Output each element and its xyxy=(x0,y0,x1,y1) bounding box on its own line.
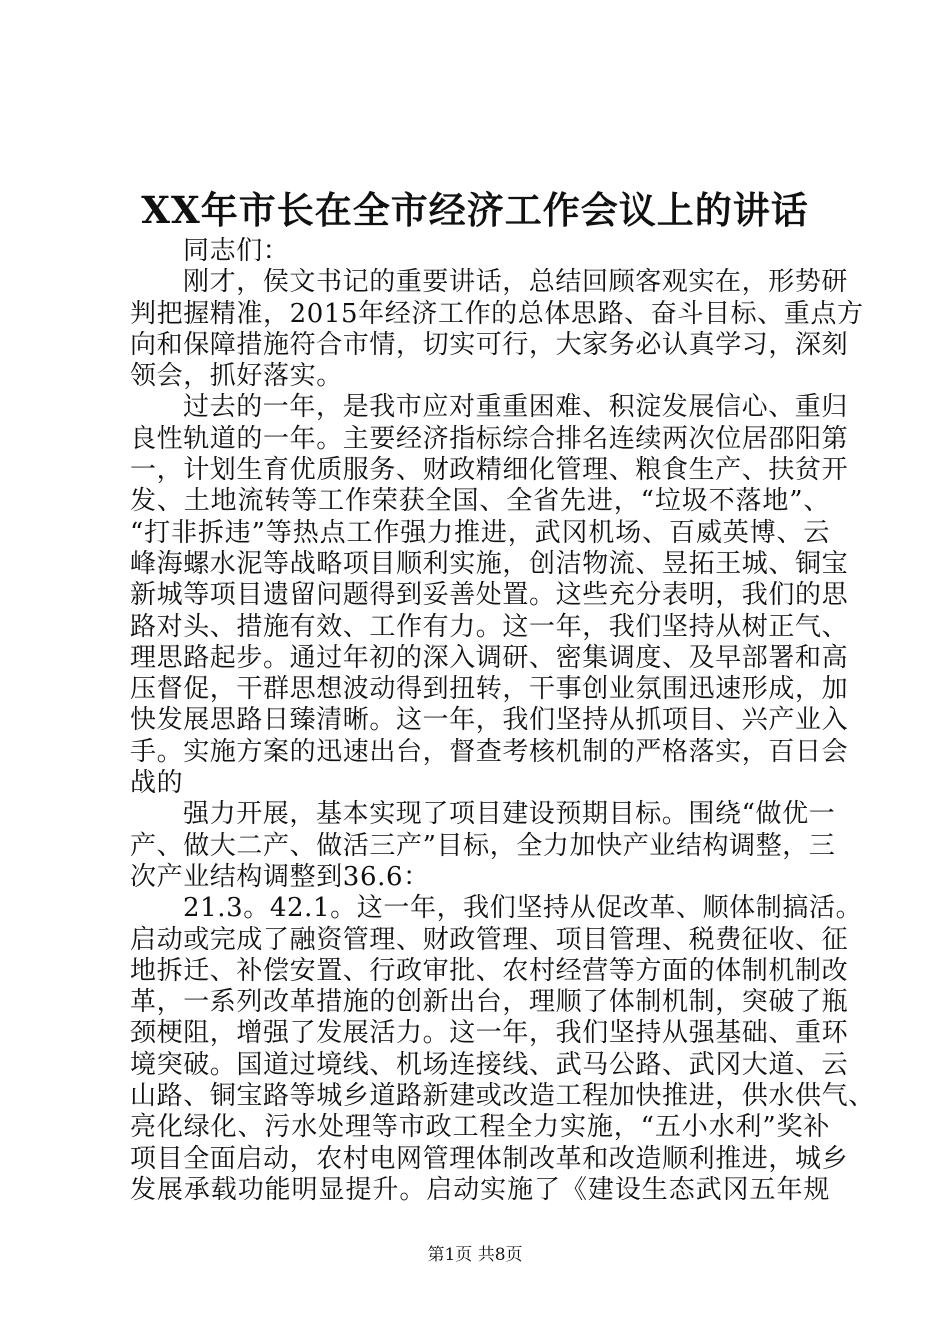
text-line: 过去的一年，是我市应对重重困难、积淀发展信心、重归 xyxy=(183,392,849,423)
text-line: 峰海螺水泥等战略项目顺利实施，创洁物流、昱拓王城、铜宝 xyxy=(130,548,849,579)
text-line: 刚才，侯文书记的重要讲话，总结回顾客观实在，形势研 xyxy=(183,267,849,298)
document-body xyxy=(130,236,875,1206)
text-line: 新城等项目遗留问题得到妥善处置。这些充分表明，我们的思 xyxy=(130,580,849,611)
text-line: 亮化绿化、污水处理等市政工程全力实施，“五小水利”奖补 xyxy=(130,1112,830,1143)
text-line: 境突破。国道过境线、机场连接线、武马公路、武冈大道、云 xyxy=(130,1049,849,1080)
text-line: 压督促，干群思想波动得到扭转，干事创业氛围迅速形成，加 xyxy=(130,674,849,705)
text-line: 地拆迁、补偿安置、行政审批、农村经营等方面的体制机制改 xyxy=(130,955,849,986)
text-line: 一，计划生育优质服务、财政精细化管理、粮食生产、扶贫开 xyxy=(130,455,849,486)
text-line: 次产业结构调整到36.6： xyxy=(130,861,430,892)
text-line: 路对头、措施有效、工作有力。这一年，我们坚持从树正气、 xyxy=(130,611,849,642)
text-line: 颈梗阻，增强了发展活力。这一年，我们坚持从强基础、重环 xyxy=(130,1018,849,1049)
text-line: 判把握精准，2015年经济工作的总体思路、奋斗目标、重点方 xyxy=(130,298,864,329)
text-line: 产、做大二产、做活三产”目标，全力加快产业结构调整，三 xyxy=(130,830,836,861)
text-line: 项目全面启动，农村电网管理体制改革和改造顺利推进，城乡 xyxy=(130,1143,849,1174)
text-line: 理思路起步。通过年初的深入调研、密集调度、及早部署和高 xyxy=(130,642,849,673)
text-line: 战的 xyxy=(130,768,184,799)
text-line: 同志们： xyxy=(183,236,290,266)
text-line: 发展承载功能明显提升。启动实施了《建设生态武冈五年规 xyxy=(130,1174,830,1205)
text-line: 领会，抓好落实。 xyxy=(130,361,343,392)
text-line: 21.3。42.1。这一年，我们坚持从促改革、顺体制搞活。 xyxy=(183,893,863,924)
text-line: 革，一系列改革措施的创新出台，理顺了体制机制，突破了瓶 xyxy=(130,987,849,1018)
page-footer: 第1页 共8页 xyxy=(427,1245,523,1265)
text-line: 快发展思路日臻清晰。这一年，我们坚持从抓项目、兴产业入 xyxy=(130,705,849,736)
text-line: 发、土地流转等工作荣获全国、全省先进，“垃圾不落地”、 xyxy=(130,486,830,517)
text-line: “打非拆违”等热点工作强力推进，武冈机场、百威英博、云 xyxy=(130,517,830,548)
text-line: 手。实施方案的迅速出台，督查考核机制的严格落实，百日会 xyxy=(130,736,849,767)
document-title: XX年市长在全市经济工作会议上的讲话 xyxy=(141,188,809,232)
text-line: 良性轨道的一年。主要经济指标综合排名连续两次位居邵阳第 xyxy=(130,423,849,454)
text-line: 启动或完成了融资管理、财政管理、项目管理、税费征收、征 xyxy=(130,924,849,955)
text-line: 山路、铜宝路等城乡道路新建或改造工程加快推进，供水供气、 xyxy=(130,1081,875,1112)
text-line: 向和保障措施符合市情，切实可行，大家务必认真学习，深刻 xyxy=(130,329,849,360)
text-line: 强力开展，基本实现了项目建设预期目标。围绕“做优一 xyxy=(183,799,836,830)
